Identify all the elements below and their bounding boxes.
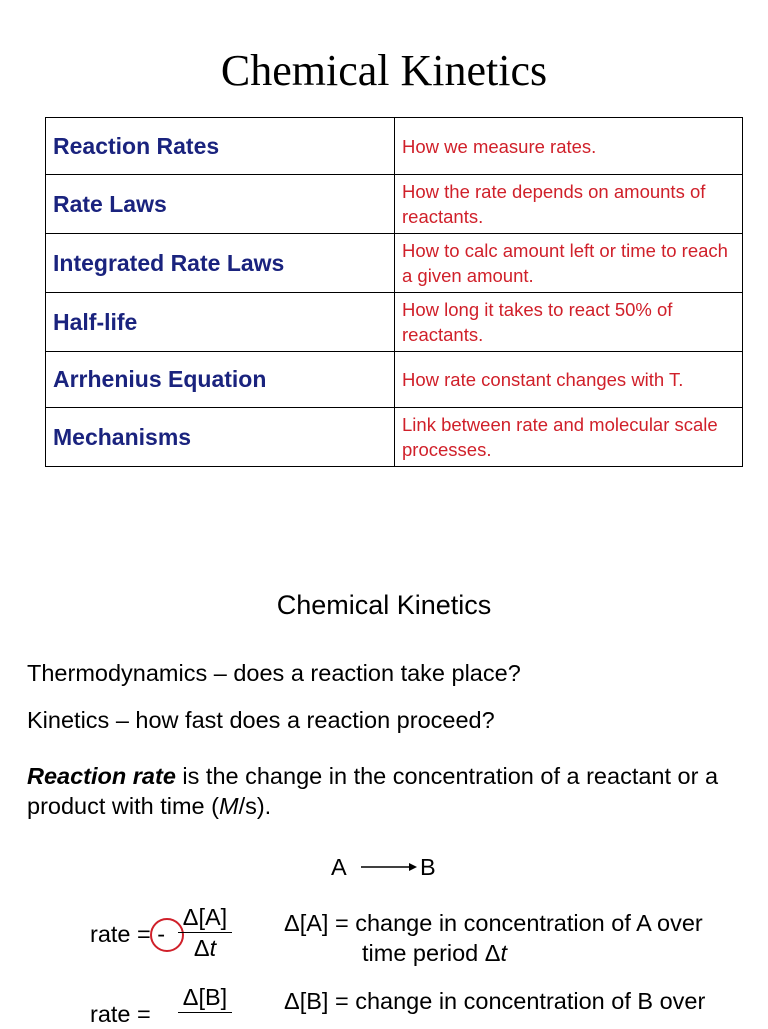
topic-name: Mechanisms (46, 408, 395, 467)
slide2-title: Chemical Kinetics (276, 590, 492, 620)
table-row (46, 118, 743, 175)
topic-name: Integrated Rate Laws (46, 234, 395, 293)
topic-description: How we measure rates. (395, 118, 743, 175)
table-row (46, 234, 743, 293)
fraction-numerator: Δ[A] (182, 904, 228, 930)
reaction-rate-definition (27, 761, 727, 821)
table-row (46, 352, 743, 408)
rate-fraction-2 (178, 983, 232, 1014)
topics-table (45, 117, 743, 467)
topic-name: Reaction Rates (46, 118, 395, 175)
definition-2-line1: Δ[B] = change in concentration of B over (284, 988, 706, 1014)
reaction-arrow-icon (361, 860, 417, 874)
slide-title: Chemical Kinetics (220, 46, 548, 95)
definition-2 (284, 986, 754, 1016)
topic-description: How the rate depends on amounts of reactants. (395, 175, 743, 234)
fraction-bar (178, 932, 232, 933)
rate-label-2: rate = (90, 1001, 151, 1027)
rate-def-text-2: /s). (238, 793, 272, 819)
table-row (46, 408, 743, 467)
product: B (420, 854, 436, 880)
topic-description: How rate constant changes with T. (395, 352, 743, 408)
reactant: A (331, 854, 347, 880)
rate-unit: M (218, 793, 239, 819)
rate-label-1: rate = - (90, 921, 166, 947)
topic-description: How long it takes to react 50% of reactants. (395, 293, 743, 352)
topic-name: Arrhenius Equation (46, 352, 395, 408)
table-row (46, 175, 743, 234)
kinetics-line: Kinetics – how fast does a reaction proceed? (27, 707, 495, 733)
definition-1-line1: Δ[A] = change in concentration of A over (284, 910, 703, 936)
thermodynamics-line: Thermodynamics – does a reaction take place? (27, 660, 521, 686)
topic-description: Link between rate and molecular scale processes. (395, 408, 743, 467)
rate-def-text-1: is the change in the concentration of a reactant or a product with time ( (27, 763, 719, 819)
fraction-numerator: Δ[B] (182, 984, 228, 1010)
reaction-equation (331, 852, 451, 882)
definition-1 (284, 908, 754, 968)
reaction-rate-term: Reaction rate (27, 763, 176, 789)
definition-1-line2: time period Δt (362, 940, 508, 966)
table-row (46, 293, 743, 352)
topic-description: How to calc amount left or time to reach a given amount. (395, 234, 743, 293)
fraction-denominator: Δt (193, 935, 217, 961)
topic-name: Rate Laws (46, 175, 395, 234)
rate-fraction-1 (178, 903, 232, 962)
topic-name: Half-life (46, 293, 395, 352)
fraction-bar (178, 1012, 232, 1013)
